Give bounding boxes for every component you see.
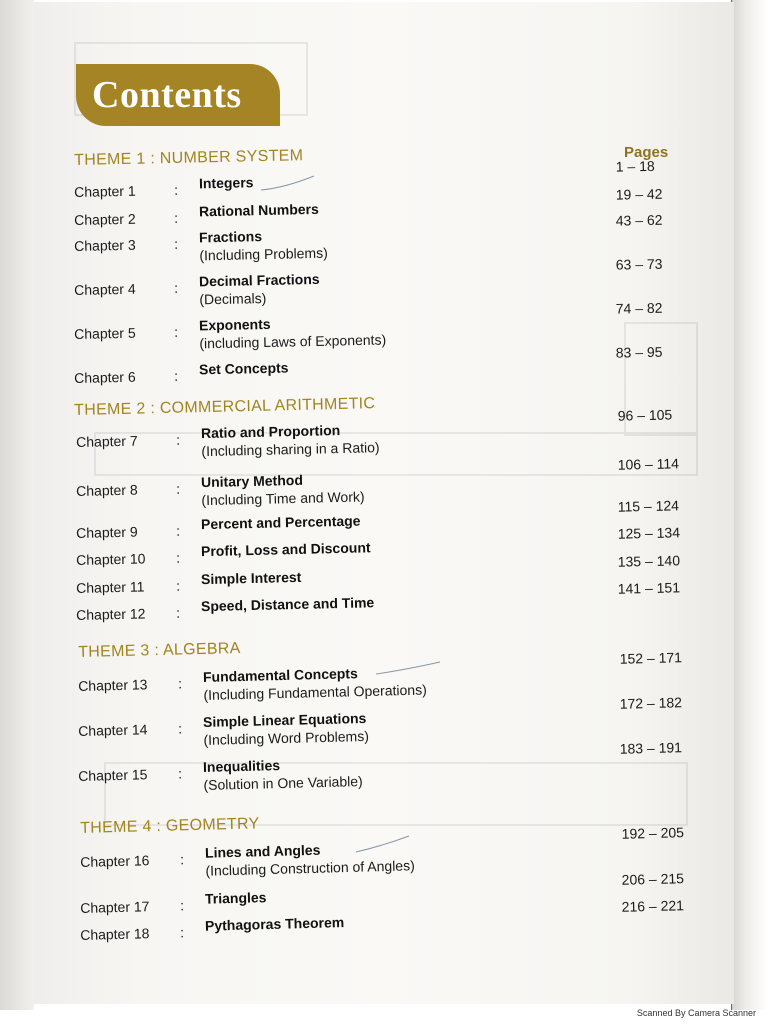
- chapter-number: Chapter 17: [80, 898, 150, 916]
- page-right-edge: [731, 0, 768, 1010]
- page-range: 43 – 62: [615, 211, 663, 229]
- page-range: 192 – 205: [621, 824, 685, 842]
- separator-colon: :: [173, 279, 179, 296]
- chapter-number: Chapter 8: [76, 481, 138, 499]
- chapter-title: Simple Linear Equations: [202, 709, 367, 730]
- separator-colon: :: [173, 235, 179, 252]
- chapter-title: Integers: [198, 174, 254, 192]
- chapter-number: Chapter 1: [74, 182, 136, 200]
- theme-heading: THEME 4 : GEOMETRY: [80, 815, 260, 837]
- page-range: 206 – 215: [621, 870, 685, 888]
- page-range: 63 – 73: [615, 255, 663, 273]
- page-range: 115 – 124: [617, 497, 680, 515]
- chapter-number: Chapter 4: [74, 280, 136, 298]
- chapter-subtitle: (Including Problems): [199, 244, 328, 264]
- contents-heading-banner: Contents: [76, 64, 280, 126]
- separator-colon: :: [175, 604, 181, 621]
- chapter-title: Inequalities: [202, 757, 281, 775]
- chapter-subtitle: (Including sharing in a Ratio): [201, 439, 380, 460]
- separator-colon: :: [177, 720, 183, 737]
- chapter-subtitle: (Including Construction of Angles): [205, 857, 415, 879]
- chapter-subtitle: (Decimals): [199, 289, 267, 308]
- separator-colon: :: [179, 924, 185, 941]
- theme-heading: THEME 1 : NUMBER SYSTEM: [74, 147, 304, 169]
- page-range: 83 – 95: [615, 343, 663, 361]
- chapter-title: Speed, Distance and Time: [200, 594, 375, 615]
- chapter-title: Exponents: [198, 315, 271, 334]
- chapter-number: Chapter 5: [74, 324, 136, 342]
- book-page: [34, 2, 734, 1004]
- page-left-shadow: [0, 0, 34, 1010]
- separator-colon: :: [173, 367, 179, 384]
- scanner-footer: Scanned By Camera Scanner: [636, 1008, 756, 1018]
- separator-colon: :: [175, 522, 181, 539]
- chapter-title: Ratio and Proportion: [200, 422, 341, 442]
- chapter-number: Chapter 15: [78, 766, 148, 784]
- page-range: 183 – 191: [619, 739, 683, 757]
- page-range: 135 – 140: [617, 552, 681, 570]
- page-range: 216 – 221: [621, 897, 685, 915]
- chapter-title: Fundamental Concepts: [202, 665, 358, 685]
- chapter-title: Lines and Angles: [204, 841, 321, 861]
- page-range: 74 – 82: [615, 299, 663, 317]
- chapter-title: Set Concepts: [198, 359, 289, 378]
- chapter-number: Chapter 16: [80, 852, 150, 870]
- separator-colon: :: [173, 181, 179, 198]
- chapter-title: Rational Numbers: [198, 200, 319, 220]
- page-range: 125 – 134: [617, 524, 681, 542]
- chapter-number: Chapter 13: [78, 676, 148, 694]
- separator-colon: :: [179, 897, 185, 914]
- chapter-number: Chapter 18: [80, 925, 150, 943]
- page-range: 19 – 42: [615, 185, 663, 203]
- chapter-number: Chapter 11: [76, 578, 145, 596]
- separator-colon: :: [179, 851, 185, 868]
- theme-heading: THEME 3 : ALGEBRA: [78, 640, 241, 661]
- chapter-title: Percent and Percentage: [200, 512, 361, 533]
- chapter-subtitle: (Solution in One Variable): [203, 773, 363, 793]
- page-range: 1 – 18: [615, 157, 655, 175]
- chapter-number: Chapter 14: [78, 721, 148, 739]
- chapter-subtitle: (Including Fundamental Operations): [203, 681, 427, 703]
- separator-colon: :: [173, 323, 179, 340]
- page-range: 106 – 114: [617, 455, 680, 473]
- chapter-subtitle: (Including Time and Work): [201, 488, 365, 509]
- chapter-title: Decimal Fractions: [198, 270, 320, 290]
- chapter-number: Chapter 9: [76, 523, 138, 541]
- chapter-subtitle: (Including Word Problems): [203, 727, 370, 748]
- separator-colon: :: [177, 765, 183, 782]
- chapter-number: Chapter 2: [74, 210, 136, 228]
- chapter-number: Chapter 10: [76, 550, 146, 568]
- chapter-number: Chapter 7: [76, 432, 138, 450]
- chapter-title: Pythagoras Theorem: [204, 914, 345, 934]
- chapter-number: Chapter 12: [76, 605, 146, 623]
- chapter-title: Triangles: [204, 889, 267, 907]
- separator-colon: :: [175, 577, 181, 594]
- chapter-title: Unitary Method: [200, 471, 304, 491]
- chapter-number: Chapter 3: [74, 236, 136, 254]
- chapter-title: Simple Interest: [200, 568, 302, 588]
- page-range: 172 – 182: [619, 694, 683, 712]
- pages-column-heading: Pages: [624, 144, 669, 161]
- page-range: 96 – 105: [617, 406, 673, 424]
- separator-colon: :: [175, 480, 181, 497]
- separator-colon: :: [173, 209, 179, 226]
- chapter-title: Profit, Loss and Discount: [200, 539, 371, 560]
- separator-colon: :: [175, 549, 181, 566]
- page-range: 141 – 151: [617, 579, 681, 597]
- page-range: 152 – 171: [619, 649, 683, 667]
- separator-colon: :: [177, 675, 183, 692]
- chapter-title: Fractions: [198, 228, 263, 246]
- separator-colon: :: [175, 431, 181, 448]
- chapter-number: Chapter 6: [74, 368, 136, 386]
- chapter-subtitle: (including Laws of Exponents): [199, 331, 387, 352]
- theme-heading: THEME 2 : COMMERCIAL ARITHMETIC: [74, 395, 376, 419]
